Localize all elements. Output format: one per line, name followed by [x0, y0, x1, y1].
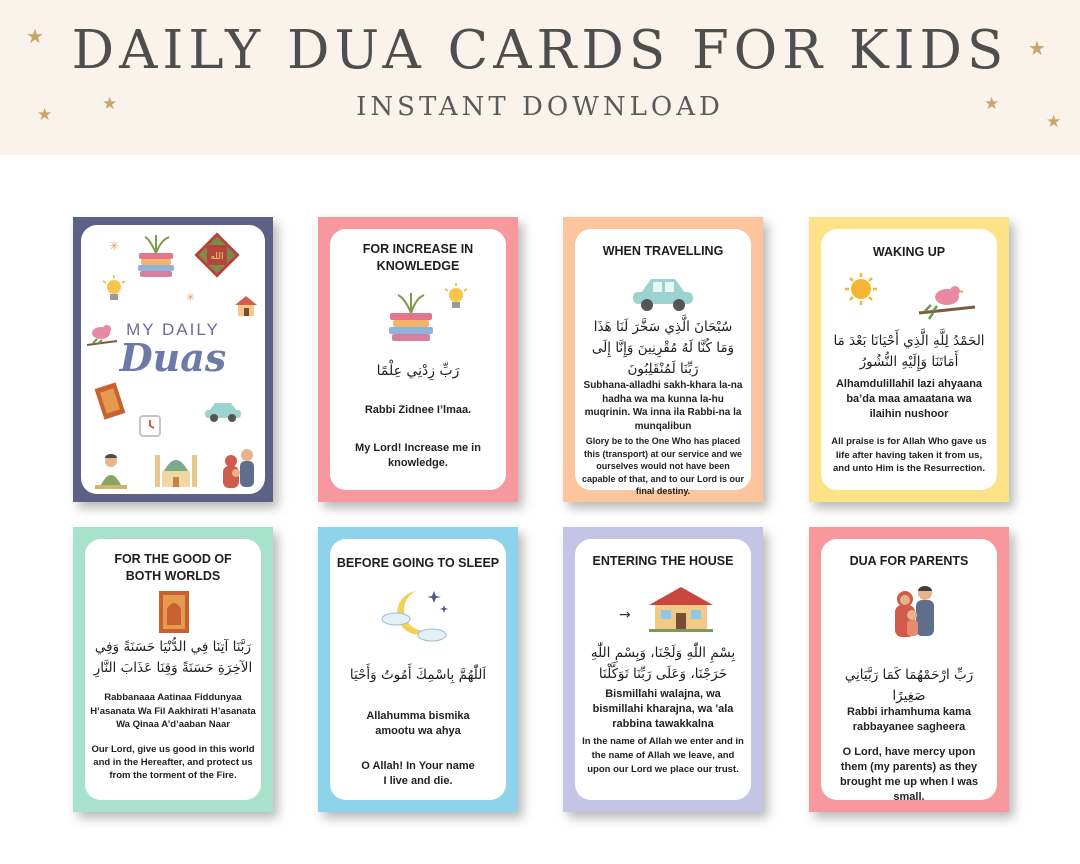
- prayer-mat-icon: [157, 589, 191, 635]
- card-arabic: رَبَّنَا آتِنَا فِي الدُّنْيَا حَسَنَةً وَفِي الآخِرَةِ حَسَنَةً وَقِنَا عَذَابَ النَّارِ: [93, 639, 253, 676]
- card-meaning: In the name of Allah we enter and in the name of Allah we leave, and upon our Lord we place our trust.: [582, 736, 744, 775]
- sparkle-icon: ✳: [109, 239, 120, 253]
- star-icon: ★: [1028, 36, 1046, 60]
- banner-title: DAILY DUA CARDS FOR KIDS: [71, 20, 1009, 81]
- star-icon: ★: [26, 24, 44, 48]
- dua-card-parents: [809, 527, 1009, 812]
- card-meaning: Glory be to the One Who has placed this (transport) at our service and we ourselves would not have been capable of that, and to our Lord is our final destiny.: [581, 436, 744, 496]
- lightbulb-icon: [442, 283, 470, 313]
- card-meaning: My Lord! Increase me in knowledge.: [355, 442, 481, 469]
- allah-frame-icon: [193, 235, 241, 275]
- house-icon: [233, 293, 259, 319]
- family-icon: [887, 583, 943, 639]
- card-transliteration: Subhana-alladhi sakh-khara la-na hadha wa ma kunna la-hu muqrinin. Wa inna ila Rabbi-na la munqalibun: [583, 380, 743, 432]
- card-arabic: سُبْحَانَ الَّذِي سَخَّرَ لَنَا هَذَا وَمَا كُنَّا لَهُ مُقْرِنِينَ وَإِنَّا إِلَى رَبِّنَا لَمُنْقَلِبُونَ: [591, 319, 735, 377]
- card-title: FOR INCREASE IN KNOWLEDGE: [362, 242, 474, 273]
- dua-card-sleep: [318, 527, 518, 812]
- card-arabic: بِسْمِ اللّٰهِ وَلَجْنَا، وَبِسْمِ اللّٰهِ خَرَجْنَا، وَعَلَى رَبِّنَا تَوَكَّلْنَا: [590, 645, 736, 682]
- card-transliteration: Rabbi irhamhuma kama rabbayanee sagheera: [846, 706, 972, 733]
- card-transliteration: Alhamdulillahil lazi ahyaana ba’da maa amaatana wa ilaihin nushoor: [835, 378, 983, 420]
- dua-card-travelling: [563, 217, 763, 502]
- sparkle-icon: ✳: [186, 291, 196, 304]
- card-transliteration: Bismillahi walajna, wa bismillahi kharajna, wa 'ala rabbina tawakkalna: [592, 688, 734, 730]
- card-transliteration: Allahumma bismika amootu wa ahya: [366, 710, 470, 737]
- lightbulb-icon: [101, 275, 127, 305]
- banner-subtitle: INSTANT DOWNLOAD: [356, 92, 724, 122]
- card-transliteration: Rabbanaaa Aatinaa Fiddunyaa H’asanata Wa Fil Aakhirati H’asanata Wa Qinaa A’d’aaban Naar: [90, 692, 256, 730]
- star-icon: ★: [102, 94, 118, 114]
- cover-title-line1: MY DAILY: [126, 320, 220, 339]
- card-meaning: All praise is for Allah Who gave us life after having taken it from us, and unto Him is the Resurrection.: [831, 436, 987, 474]
- card-meaning: Our Lord, give us good in this world and in the Hereafter, and protect us from the torment of the Fire.: [91, 744, 255, 781]
- dua-card-both-worlds: [73, 527, 273, 812]
- sun-icon: [843, 271, 879, 307]
- star-icon: ★: [37, 105, 53, 125]
- svg-text:الله: الله: [210, 252, 224, 262]
- star-icon: ★: [1046, 112, 1062, 132]
- arrow-right-icon: →: [619, 607, 631, 623]
- mosque-icon: [151, 445, 201, 489]
- card-title: FOR THE GOOD OF BOTH WORLDS: [114, 552, 232, 583]
- dua-card-waking-up: [809, 217, 1009, 502]
- header-banner: [0, 0, 1080, 155]
- card-arabic: اَللّٰهُمَّ بِاسْمِكَ أَمُوتُ وَأَحْيَا: [349, 667, 487, 683]
- cover-title-line2: Duas: [119, 335, 227, 380]
- card-transliteration: Rabbi Zidnee I’lmaa.: [364, 404, 472, 416]
- card-title: WHEN TRAVELLING: [602, 244, 724, 258]
- dua-card-knowledge: [318, 217, 518, 502]
- card-title: BEFORE GOING TO SLEEP: [336, 556, 500, 570]
- house-icon: [647, 583, 715, 633]
- card-arabic: الحَمْدُ لِلَّهِ الَّذِي أَحْيَانَا بَعْدَ مَا أَمَاتَنَا وَإِلَيْهِ النُّشُورُ: [833, 333, 985, 370]
- card-meaning: O Lord, have mercy upon them (my parents) as they brought me up when I was small.: [839, 746, 979, 803]
- card-title: WAKING UP: [872, 245, 946, 259]
- family-icon: [217, 447, 261, 491]
- car-icon: [631, 273, 695, 313]
- praying-child-icon: [91, 451, 131, 491]
- clock-icon: [137, 413, 163, 439]
- card-arabic: رَبِّ زِدْنِي عِلْمًا: [376, 363, 460, 379]
- cover-card: [73, 217, 273, 502]
- card-title: DUA FOR PARENTS: [849, 554, 969, 568]
- prayer-mat-icon: [93, 381, 127, 423]
- moon-icon: [376, 585, 452, 645]
- card-meaning: O Allah! In Your name I live and die.: [361, 760, 475, 787]
- card-arabic: رَبِّ ارْحَمْهُمَا كَمَا رَبَّيَانِي صَغِيرًا: [844, 667, 974, 704]
- car-icon: [203, 397, 243, 423]
- star-icon: ★: [984, 94, 1000, 114]
- books-icon: [131, 233, 181, 283]
- books-icon: [382, 287, 440, 345]
- card-title: ENTERING THE HOUSE: [592, 554, 734, 568]
- bird-icon: [917, 279, 977, 321]
- dua-card-house: [563, 527, 763, 812]
